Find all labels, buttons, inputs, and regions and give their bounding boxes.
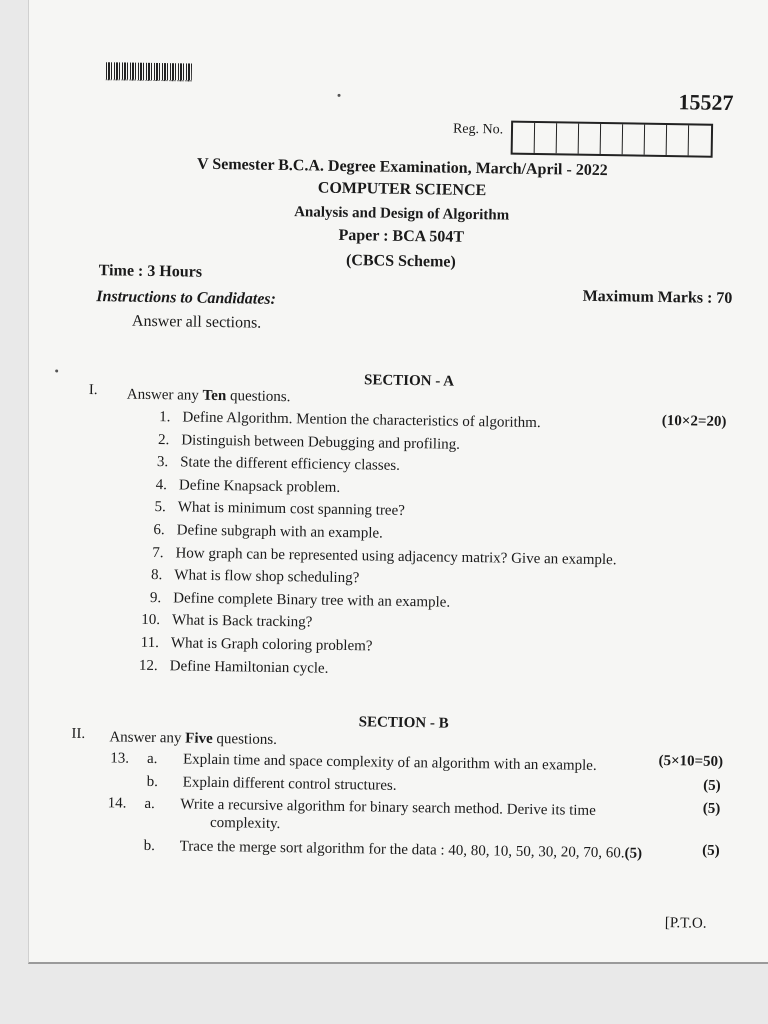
exam-paper-content [28, 0, 768, 964]
question-14a-marks: (5) [702, 842, 720, 859]
section-b-marks: (5×10=50) [658, 752, 724, 770]
question-text: How graph can be represented using adjacency matrix? Give an example. [175, 544, 617, 568]
ink-speck [55, 369, 58, 372]
question-number: 1. [159, 409, 171, 426]
question-13a-marks: (5) [703, 777, 721, 794]
question-13b: b. Explain different control structures. [146, 773, 397, 794]
question-9 [127, 589, 450, 611]
question-text: State the different efficiency classes. [180, 454, 401, 475]
question-text: What is Back tracking? [171, 612, 313, 631]
question-text: Define complete Binary tree with an example. [173, 590, 451, 611]
please-turn-over: [P.T.O. [664, 915, 707, 932]
section-a-heading: SECTION - A [363, 372, 455, 390]
question-text: Define Hamiltonian cycle. [169, 657, 329, 677]
question-14a-cont: complexity. [209, 814, 281, 833]
question-number: 10. [141, 612, 161, 629]
question-number: 7. [152, 544, 164, 561]
question-number: 8. [150, 567, 163, 584]
barcode-image [106, 62, 192, 81]
question-8 [128, 567, 359, 588]
paper-code: 15527 [678, 89, 734, 116]
instructions-heading: Instructions to Candidates: [96, 288, 277, 308]
instructions-text: Answer all sections. [131, 312, 262, 332]
question-12 [124, 657, 329, 677]
question-number: 9. [149, 589, 162, 606]
reg-no-label: Reg. No. [452, 121, 504, 138]
exam-title: V Semester B.C.A. Degree Examination, March/April - 2022 [196, 155, 608, 180]
ink-speck [338, 94, 341, 97]
section-b-heading: SECTION - B [358, 714, 449, 732]
question-number: 5. [154, 499, 166, 516]
question-number: 12. [138, 657, 158, 674]
section-a-marks: (10×2=20) [661, 412, 727, 430]
question-4 [133, 476, 340, 496]
question-number: 6. [153, 521, 165, 539]
question-number: 11. [140, 634, 160, 652]
paper-title: Paper : BCA 504T [338, 226, 465, 246]
question-14a: 14. a. Write a recursive algorithm for binary search method. Derive its time [107, 795, 596, 819]
question-text: Define Algorithm. Mention the characteristics of algorithm. [182, 409, 541, 432]
time-allowed: Time : 3 Hours [98, 262, 203, 281]
section-a-question-list [35, 0, 768, 5]
question-11 [125, 635, 373, 656]
section-a-directive: Answer any Ten questions. [126, 386, 291, 406]
question-number: 3. [156, 454, 169, 471]
question-text: Define Knapsack problem. [178, 477, 341, 496]
scheme-title: (CBCS Scheme) [345, 251, 456, 271]
section-a-roman: I. [88, 381, 98, 399]
question-1 [136, 409, 540, 432]
question-14b: b. Trace the merge sort algorithm for the data : 40, 80, 10, 50, 30, 20, 70, 60.(5) [143, 837, 643, 862]
question-text: What is flow shop scheduling? [174, 567, 360, 587]
question-7 [129, 544, 616, 569]
question-6 [131, 522, 383, 543]
question-13a: 13. a. Explain time and space complexity of an algorithm with an example. [110, 750, 597, 774]
question-number: 2. [157, 431, 170, 448]
section-b-roman: II. [71, 725, 86, 742]
reg-no-boxes [511, 121, 714, 158]
section-b-directive: Answer any Five questions. [109, 729, 278, 748]
course-title: Analysis and Design of Algorithm [294, 204, 510, 224]
question-10 [126, 612, 313, 632]
question-text: What is Graph coloring problem? [170, 635, 373, 655]
question-2 [135, 431, 460, 453]
question-text: Distinguish between Debugging and profiling. [181, 432, 461, 453]
question-text: Define subgraph with an example. [176, 522, 383, 542]
exam-paper-sheet [28, 0, 768, 964]
question-text: What is minimum cost spanning tree? [177, 499, 405, 520]
question-3 [134, 454, 400, 475]
maximum-marks: Maximum Marks : 70 [582, 287, 733, 308]
question-5 [132, 499, 405, 520]
question-number: 4. [155, 476, 168, 494]
question-13b-marks: (5) [702, 800, 721, 817]
subject-title: COMPUTER SCIENCE [317, 179, 487, 200]
